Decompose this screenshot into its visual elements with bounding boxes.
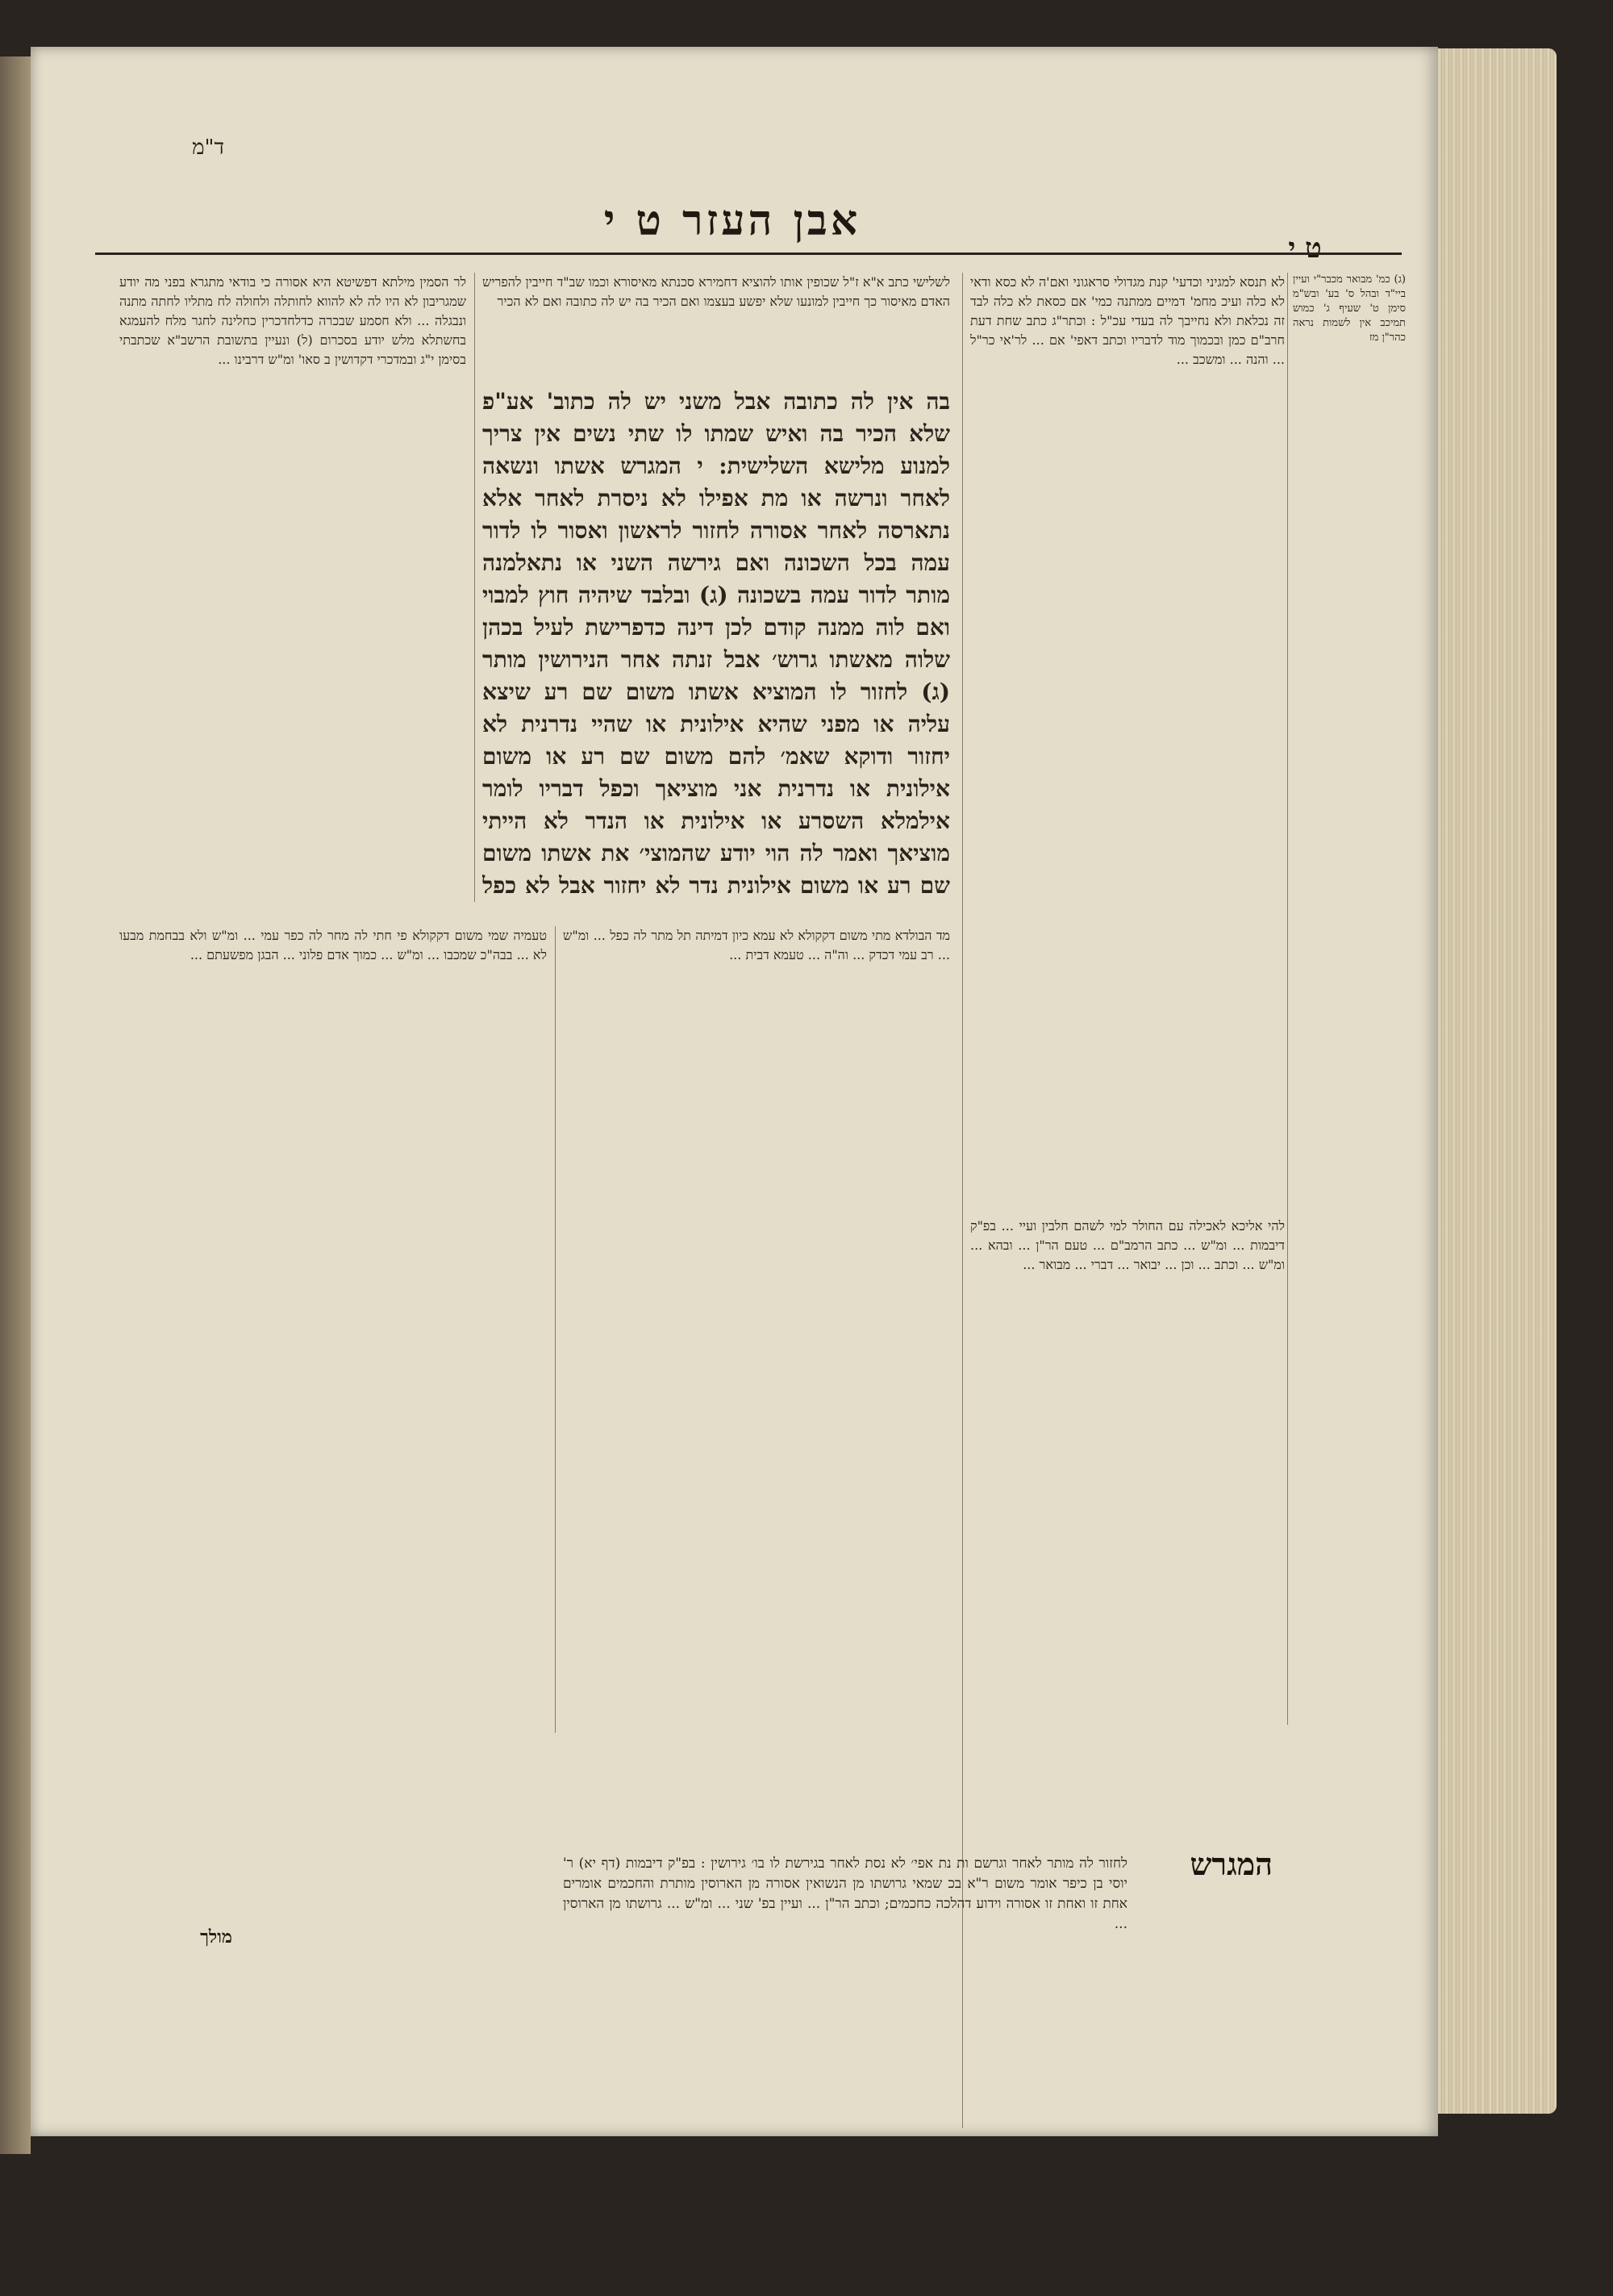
page-stack-edge [1428,48,1557,2114]
commentary-bottom-left: טעמיה שמי משום דקקולא פי חתי לה מחר לה כפר עמי ... ומ"ש ולא בבחמת מבעו לא ... בבה"כ שמכבו ... ומ"ש ... כמוך אדם פלוני ... הבגן מפשעתם ... [119,928,547,962]
catchword: מולך [200,1927,232,1947]
commentary-right-column: לא תנסא למגיני וכדעי' קנת מגדולי סראגוני ואם'ה לא כסא ודאי לא כלה ועיכ מחמ' דמיים ממתנה כמי' אם כסאת לא כלה לבד זה נכלאת ולא נחייבך לה בעדי עכ"ל : וכתר"ג כתב שחת דעת חרב"ם כמן ובכמוך מוד לדבריו וכתב דאפי' אם ... לר'אי כר"ל ... והנה ... ומשכב ... [970,274,1285,367]
folio-number: ד"מ [192,136,224,160]
header-rule [95,253,1402,255]
column-divider-bottom [555,926,556,1733]
column-divider-right [1287,273,1288,1725]
book-page [31,47,1438,2136]
page-mark: ט י [1288,232,1322,265]
left-page-edge [0,56,31,2154]
running-title: אבן העזר ט י [603,196,861,245]
main-text-column: בה אין לה כתובה אבל משני יש לה כתוב' אע"פ שלא הכיר בה ואיש שמתו לו שתי נשים אין צריך למנוע מלישא השלישית: י המגרש אשתו ונשאה לאחר ונרשה או מת אפילו לא ניסרת לאחר אלא נתארסה לאחר אסורה לחזור לראשון ואסור לו לדור עמה בכל השכונה ואם גירשה השני או נתאלמנה מותר לדור עמה בשכונה (ג) ובלבד שיהיה חוץ למבוי ואם לוה ממנה קודם לכן דינה כדפרישת לעיל בכהן שלוה מאשתו גרוש׳ אבל זנתה אחר הנירושין מותר (ג) לחזור לו המוציא אשתו משום שם רע שיצא עליה או מפני שהיא אילונית או שהיי נדרנית לא יחזור ודוקא שאמ׳ להם משום שם רע או משום אילונית או נדרנית אני מוציאך וכפל דבריו לומר אילמלא השסרע או אילונית או הנדר לא הייתי מוציאך ואמר לה הוי יודע שהמוצי׳ את אשתו משום שם רע או משום אילונית נדר לא יחזור אבל לא כפל [482,388,950,899]
section-heading: המגרש [1190,1846,1273,1882]
main-text-intro: לשלישי כתב א"א ז"ל שכופין אותו להוציא דחמירא סכנתא מאיסורא וכמו שב"ד חייבין להפריש האדם מאיסור כך חייבין למונעו שלא יפשע בעצמו ואם הכיר בה יש לה כתובה ואם לא הכיר [482,274,950,309]
commentary-lower-right: להי אליכא לאכילה עם החולר למי לשהם חלבין ועיי ... בפ"ק דיבמות ... ומ"ש ... כתב הרמב"ם ... טעם הר"ן ... ובהא ... ומ"ש ... וכתב ... וכן ... יבואר ... דברי ... מבואר ... [970,1218,1285,1272]
commentary-left-column: לר הסמין מילתא דפשיטא היא אסורה כי בודאי מתגרא בפני מה יודע שמגריבון לא היו לה לא להווא לחותלה ולחולה לח מתליו לחתה מתנה ונבגלה ... ולא חסמע שבכרה כדלחדכרין כחלינה לחגר מלח להעמגא בחשתלא מלש יודע בסכרום (ל) ונעיין בתשובת הרשב"א שכתבתי בסימן י"ג ובמדכרי דקדושין ב סאו' ומ"ש דרבינו ... [119,274,466,367]
section-text: לחזור לה מותר לאחר וגרשם ות נת אפי׳ לא נסת לאחר בגירשת לו בו׳ גירושין : בפ"ק דיבמות (דף יא) ר' יוסי בן כיפר אומר משום ר"א בכ שמאי גרושתו מן הנשואין אסורה מן הארוסין מותרת והחכמים אומרים אחת זו ואחת זו אסורה וידוע דהלכה כחכמים; וכתב הר"ן ... ועיין בפ' שני ... ומ"ש ... גרושתו מן הארוסין ... [563,1856,1127,1932]
column-divider-left [474,273,475,902]
column-divider-center [962,273,963,2128]
commentary-bottom-middle: מד הבולדא מתי משום דקקולא לא עמא כיון דמיתה תל מתר לה כפל ... ומ"ש ... רב עמי דכדק ... וה"ה ... טעמא דבית ... [563,928,950,962]
gloss-right-column: (ג) כמ' מבואר מכבר"י ועיין ביי"ד ובהל ס' בע' ובש"מ סימן ט' שעיף ג' כמוש תמיכב אין לשמות נראה כהר"ן מז [1293,273,1406,344]
